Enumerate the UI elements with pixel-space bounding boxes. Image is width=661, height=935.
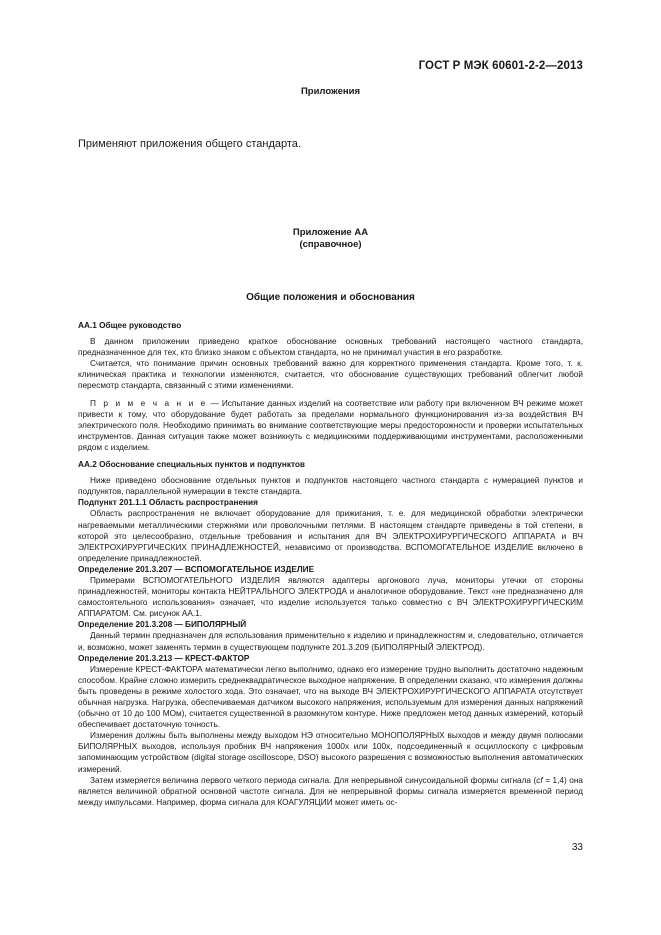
definition-201-3-213-paragraph-1: Измерение КРЕСТ-ФАКТОРА математически легко выполнимо, однако его измерение трудно выполнить достаточно надежным способом. Крайне сложно измерить среднеквадратическое выходное напряжение. В определении сказано, что измерения должны быть проведены в режиме холостого хода. Это означает, что на выходе ВЧ ЭЛЕКТРОХИРУРГИЧЕСКОГО АППАРАТА отсутствует обычная нагрузка. Нагрузка, обеспечиваемая датчиком высокого напряжения, используемым для измерения данных напряжений (обычно от 10 до 100 МОм), считается существенной в разомкнутом контуре. Ниже предложен метод данных измерений, который обеспечивает достаточную точность. xyxy=(78,664,583,730)
aa1-paragraph-1: В данном приложении приведено краткое обоснование основных требований настоящего частного стандарта, предназначенное для тех, кто близко знаком с объектом стандарта, но не принимал участия в его разработке. xyxy=(78,337,583,358)
crest-factor-symbol: cf xyxy=(536,775,543,785)
definition-201-3-208-text: Данный термин предназначен для использования применительно к изделию и принадлежностям и, следовательно, отличается и, возможно, может заменять термин в существующем подпункте 201.3.209 (БИПОЛЯРНЫЙ ЭЛЕКТРОД). xyxy=(78,631,583,652)
definition-201-3-207-title: Определение 201.3.207 — ВСПОМОГАТЕЛЬНОЕ ИЗДЕЛИЕ xyxy=(78,564,315,574)
definition-201-3-213-title: Определение 201.3.213 — КРЕСТ-ФАКТОР xyxy=(78,653,250,663)
definition-201-3-213-paragraph-3 xyxy=(78,775,583,808)
appendices-text: Применяют приложения общего стандарта. xyxy=(78,138,301,150)
paragraph-3-part-a: Затем измеряется величина первого четкого периода сигнала. Для непрерывной синусоидальной формы сигнала ( xyxy=(90,775,537,785)
note-label: П р и м е ч а н и е xyxy=(90,398,208,408)
definition-201-3-208-title: Определение 201.3.208 — БИПОЛЯРНЫЙ xyxy=(78,620,247,630)
page-number: 33 xyxy=(571,842,583,853)
aa1-heading: АА.1 Общее руководство xyxy=(78,321,182,330)
aa2-heading: АА.2 Обоснование специальных пунктов и подпунктов xyxy=(78,460,305,470)
paragraph-3-part-b: = 1,4) она является величиной обратной основной частоте сигнала. Для не непрерывной формы сигнала измеряется временной период между импульсами. Например, форма сигнала для КОАГУЛЯЦИИ может иметь ос- xyxy=(78,775,583,807)
note-text: — Испытание данных изделий на соответствие или работу при включенном ВЧ режиме может привести к тому, что оборудование будет работать за пределами нормального функционирования из-за воздействия ВЧ электрического поля. Необходимо принимать во внимание соответствующие меры предосторожности и проверки испытательных инструментов. Данная ситуация также может возникнуть с медицинскими поддерживающими инструментами, расположенными рядом с изделием. xyxy=(78,398,583,452)
subclause-201-1-1-text: Область распространения не включает оборудование для прижигания, т. е. для медицинской обработки электрически нагреваемыми металлическими стержнями или проволочными петлями. В настоящем стандарте приведены в той степени, в которой это целесообразно, отдельные требования и испытания для ВЧ ЭЛЕКТРОХИРУРГИЧЕСКОГО АППАРАТА и ВЧ ЭЛЕКТРОХИРУРГИЧЕСКИХ ПРИНАДЛЕЖНОСТЕЙ, независимо от производства. ВСПОМОГАТЕЛЬНОЕ ИЗДЕЛИЕ включено в определение принадлежностей. xyxy=(78,509,583,563)
aa2-paragraph-1: Ниже приведено обоснование отдельных пунктов и подпунктов настоящего частного стандарта с нумерацией пунктов и подпунктов, параллельной нумерации в тексте стандарта. xyxy=(78,476,583,497)
appendices-title: Приложения xyxy=(300,86,361,97)
annex-title: Приложение АА xyxy=(292,227,369,238)
aa1-paragraph-2: Считается, что понимание причин основных требований важно для корректного применения стандарта. Кроме того, т. к. клиническая практика и технологии изменяются, считается, что обоснование существующих требований облегчит любой пересмотр стандарта, связанный с этими изменениями. xyxy=(78,359,583,391)
annex-subtitle: (справочное) xyxy=(299,239,362,250)
aa1-note xyxy=(78,398,583,453)
standard-header: ГОСТ Р МЭК 60601-2-2—2013 xyxy=(418,60,583,72)
subclause-201-1-1-title: Подпункт 201.1.1 Область распространения xyxy=(78,498,258,508)
document-body xyxy=(78,318,583,808)
definition-201-3-213-paragraph-2: Измерения должны быть выполнены между выходом НЭ относительно МОНОПОЛЯРНЫХ выходов и между двумя полюсами БИПОЛЯРНЫХ выходов, используя пробник ВЧ напряжения 1000x или 100x, подсоединенный к осциллоскопу с цифровым запоминающим устройством (digital storage oscilloscope, DSO) высокого разрешения с возможностью выполнения автоматических измерений. xyxy=(78,731,583,774)
section-title: Общие положения и обоснования xyxy=(246,292,415,303)
definition-201-3-207-text: Примерами ВСПОМОГАТЕЛЬНОГО ИЗДЕЛИЯ являются адаптеры аргонового луча, мониторы утечки от стороны принадлежностей, мониторы контакта НЕЙТРАЛЬНОГО ЭЛЕКТРОДА и аналогичное оборудование. Текст «не предназначено для самостоятельного использования» означает, что изделие используется только совместно с ВЧ ЭЛЕКТРОХИРУРГИЧЕСКИМ АППАРАТОМ. См. рисунок АА.1. xyxy=(78,575,583,619)
